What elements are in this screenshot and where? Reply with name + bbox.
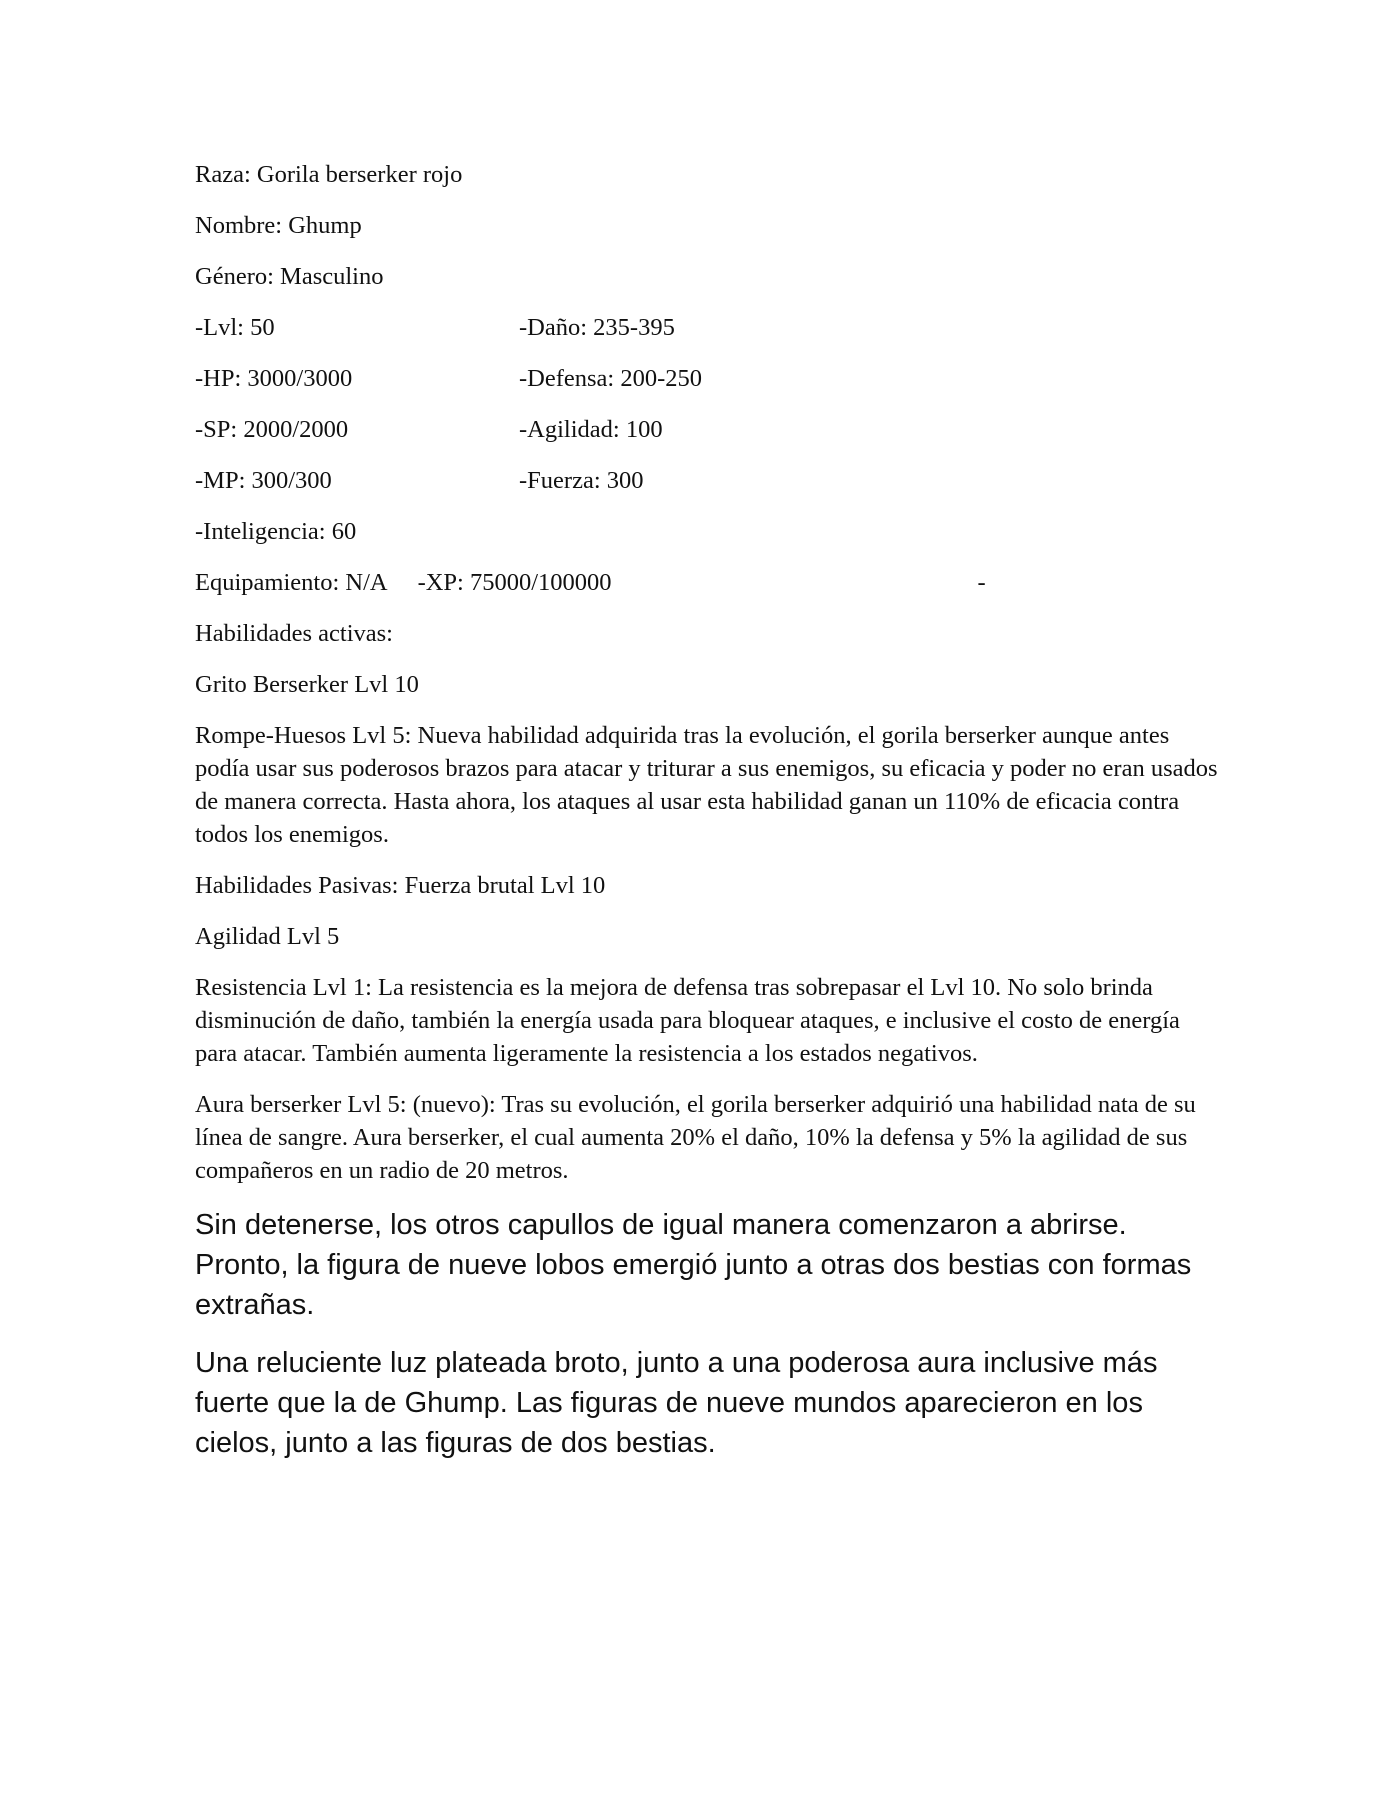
- trailing-dash: -: [977, 569, 986, 596]
- genero-line: Género: Masculino: [195, 263, 384, 290]
- stat-level: -Lvl: 50: [195, 314, 275, 341]
- narrative-paragraph-2: Una reluciente luz plateada broto, junto a una poderosa aura inclusive más fuerte que la de Ghump. Las figuras de nueve mundos aparecieron en los cielos, junto a las figuras de dos bestias.: [195, 1347, 1158, 1459]
- passive-skills-heading: Habilidades Pasivas: Fuerza brutal Lvl 10: [195, 872, 606, 899]
- equipment-text: Equipamiento: N/A: [195, 569, 388, 596]
- nombre-line: Nombre: Ghump: [195, 212, 362, 239]
- skill-rompe-huesos: Rompe-Huesos Lvl 5: Nueva habilidad adquirida tras la evolución, el gorila berserker aunque antes podía usar sus poderosos brazos para atacar y triturar a sus enemigos, su eficacia y poder no eran usados de manera correcta. Hasta ahora, los ataques al usar esta habilidad ganan un 110% de eficacia contra todos los enemigos.: [195, 722, 1218, 848]
- stat-agility: -Agilidad: 100: [519, 416, 663, 443]
- stat-row-mp: [195, 464, 1220, 497]
- stat-hp: -HP: 3000/3000: [195, 365, 353, 392]
- stat-row-level: [195, 311, 1220, 344]
- stat-damage: -Daño: 235-395: [519, 314, 675, 341]
- stat-row-intelligence: [195, 515, 1220, 548]
- stat-strength: -Fuerza: 300: [519, 467, 644, 494]
- equipment-row: [195, 566, 1220, 599]
- active-skills-heading: Habilidades activas:: [195, 620, 393, 647]
- stat-defense: -Defensa: 200-250: [519, 365, 703, 392]
- xp-text: -XP: 75000/100000: [417, 569, 612, 596]
- stat-mp: -MP: 300/300: [195, 467, 332, 494]
- skill-aura: Aura berserker Lvl 5: (nuevo): Tras su evolución, el gorila berserker adquirió una habilidad nata de su línea de sangre. Aura berserker, el cual aumenta 20% el daño, 10% la defensa y 5% la agilidad de sus compañeros en un radio de 20 metros.: [195, 1091, 1196, 1184]
- skill-resistencia: Resistencia Lvl 1: La resistencia es la mejora de defensa tras sobrepasar el Lvl 10. No solo brinda disminución de daño, también la energía usada para bloquear ataques, e inclusive el costo de energía para atacar. También aumenta ligeramente la resistencia a los estados negativos.: [195, 974, 1180, 1067]
- stat-intelligence: -Inteligencia: 60: [195, 518, 357, 545]
- stat-sp: -SP: 2000/2000: [195, 416, 349, 443]
- skill-grito: Grito Berserker Lvl 10: [195, 671, 419, 698]
- raza-line: Raza: Gorila berserker rojo: [195, 161, 463, 188]
- stat-row-hp: [195, 362, 1220, 395]
- skill-agilidad: Agilidad Lvl 5: [195, 923, 340, 950]
- narrative-paragraph-1: Sin detenerse, los otros capullos de igual manera comenzaron a abrirse. Pronto, la figura de nueve lobos emergió junto a otras dos bestias con formas extrañas.: [195, 1209, 1192, 1321]
- stat-row-sp: [195, 413, 1220, 446]
- document-page: [195, 158, 1220, 1481]
